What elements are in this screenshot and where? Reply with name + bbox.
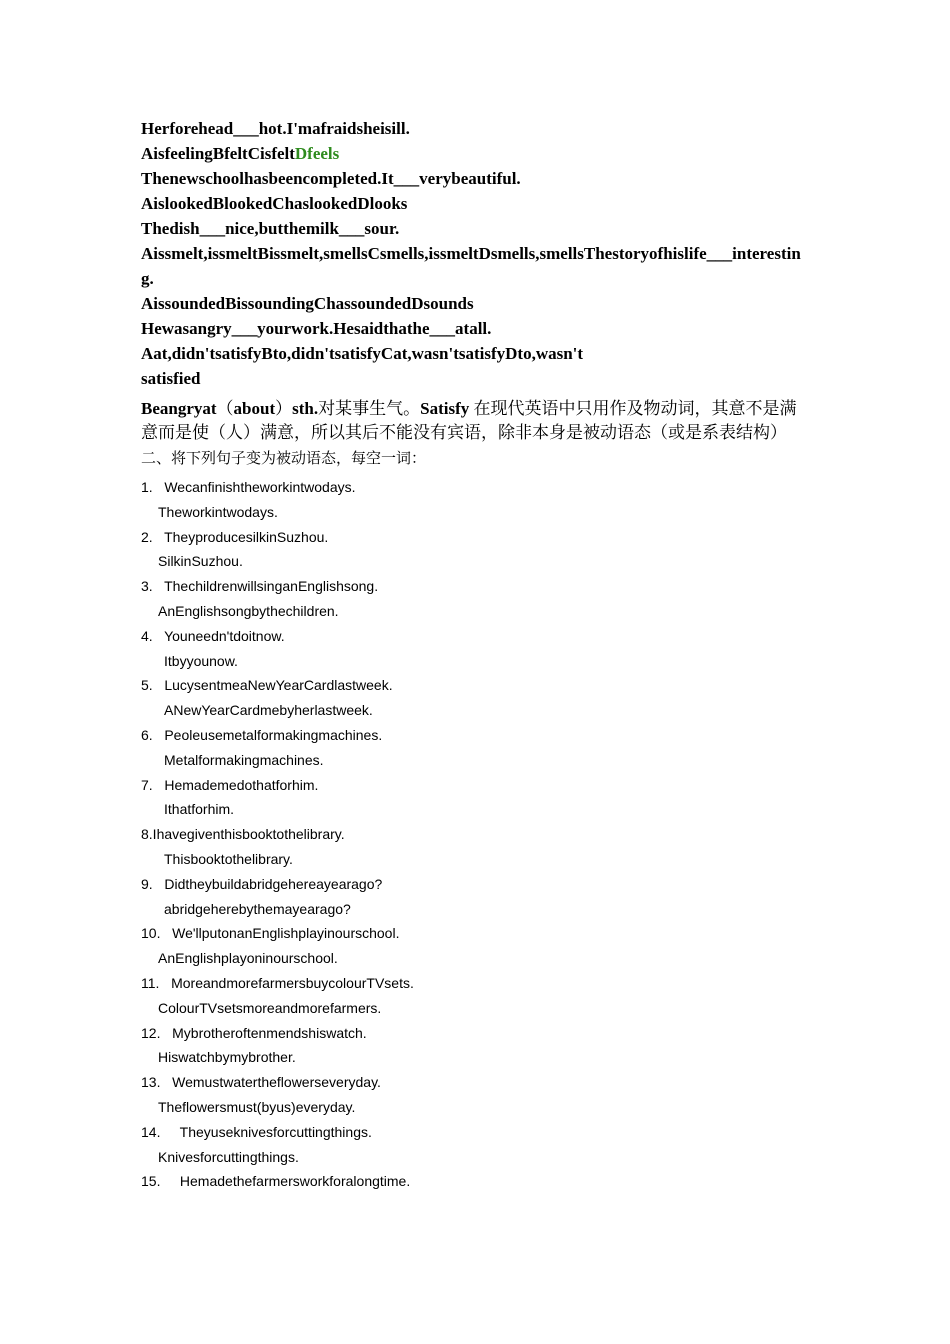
exercise-answer: abridgeherebythemayearago? — [164, 900, 351, 917]
question-1-answer-d: Dfeels — [294, 144, 340, 163]
exercise-question: 14. Theyuseknivesforcuttingthings. — [141, 1123, 372, 1140]
exercise-question: 6. Peoleusemetalformakingmachines. — [141, 726, 383, 743]
exercise-answer: Metalformakingmachines. — [164, 751, 324, 768]
exercise-answer: Hiswatchbymybrother. — [158, 1049, 296, 1066]
note-text-2: ） — [275, 399, 293, 418]
question-2: Thenewschoolhasbeencompleted.It___verybeautiful. — [141, 169, 521, 188]
exercise-answer: Knivesforcuttingthings. — [158, 1148, 299, 1165]
section-2-title: 二、将下列句子变为被动语态，每空一词： — [141, 451, 427, 467]
note-text-4: 在现代英语中只用作及物动词，其意不是满意而是使（人）满意，所以其后不能没有宾语，除非本身是被动语态（或是系表结构） — [141, 399, 797, 442]
exercise-list — [141, 475, 811, 1194]
note-bold-3: sth. — [292, 399, 319, 418]
exercise-question: 9. Didtheybuildabridgehereayearago? — [141, 875, 383, 892]
note-bold-1: Beangryat — [141, 399, 217, 418]
question-2-options: AislookedBlookedChaslookedDlooks — [141, 194, 408, 213]
note-bold-2: about — [233, 399, 276, 418]
question-1: Herforehead___hot.I'mafraidsheisill. — [141, 119, 410, 138]
exercise-answer: AnEnglishsongbythechildren. — [158, 602, 339, 619]
exercise-answer: Itbyyounow. — [164, 652, 238, 669]
note-text-3: 对某事生气。 — [318, 399, 421, 418]
question-1-options-abc: AisfeelingBfeltCisfelt — [141, 144, 295, 163]
exercise-question: 15. Hemadethefarmersworkforalongtime. — [141, 1173, 411, 1190]
question-4-options: AissoundedBissoundingChassoundedDsounds — [141, 294, 474, 313]
exercise-question: 7. Hemademedothatforhim. — [141, 776, 319, 793]
exercise-answer: ANewYearCardmebyherlastweek. — [164, 702, 373, 719]
exercise-answer: Ithatforhim. — [164, 801, 235, 818]
exercise-question: 2. TheyproducesilkinSuzhou. — [141, 528, 329, 545]
exercise-question: 3. ThechildrenwillsinganEnglishsong. — [141, 578, 379, 595]
exercise-answer: ColourTVsetsmoreandmorefarmers. — [158, 999, 382, 1016]
exercise-answer: Theworkintwodays. — [158, 503, 278, 520]
exercise-question: 8.Ihavegiventhisbooktothelibrary. — [141, 826, 345, 843]
question-5-options-cont: satisfied — [141, 369, 201, 388]
note-bold-4: Satisfy — [420, 399, 470, 418]
exercise-answer: AnEnglishplayoninourschool. — [158, 950, 338, 967]
exercise-answer: Theflowersmust(byus)everyday. — [158, 1098, 356, 1115]
exercise-answer: SilkinSuzhou. — [158, 553, 243, 570]
question-5-options: Aat,didn'tsatisfyBto,didn'tsatisfyCat,wasn'tsatisfyDto,wasn't — [141, 344, 584, 363]
exercise-question: 10. We'llputonanEnglishplayinourschool. — [141, 925, 400, 942]
question-3-options-and-question-4: Aissmelt,issmeltBissmelt,smellsCsmells,issmeltDsmells,smellsThestoryofhislife___interesting. — [141, 244, 801, 288]
question-3: Thedish___nice,butthemilk___sour. — [141, 219, 400, 238]
exercise-answer: Thisbooktothelibrary. — [164, 850, 293, 867]
exercise-question: 5. LucysentmeaNewYearCardlastweek. — [141, 677, 393, 694]
question-5: Hewasangry___yourwork.Hesaidthathe___atall. — [141, 319, 492, 338]
question-1-options — [141, 141, 811, 166]
exercise-question: 12. Mybrotheroftenmendshiswatch. — [141, 1024, 367, 1041]
document-page — [141, 116, 811, 1194]
grammar-note — [141, 397, 811, 445]
exercise-question: 4. Youneedn'tdoitnow. — [141, 627, 285, 644]
exercise-question: 13. Wemustwatertheflowerseveryday. — [141, 1074, 381, 1091]
note-text-1: （ — [216, 399, 234, 418]
exercise-question: 1. Wecanfinishtheworkintwodays. — [141, 479, 356, 495]
exercise-question: 11. MoreandmorefarmersbuycolourTVsets. — [141, 974, 414, 991]
